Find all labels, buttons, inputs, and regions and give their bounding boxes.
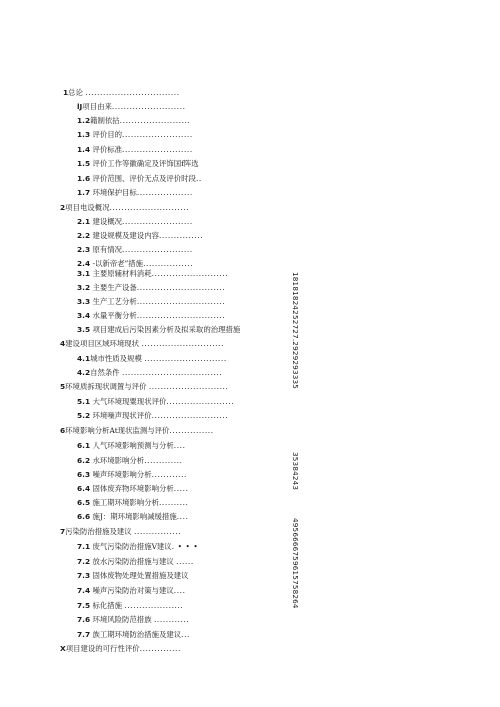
toc-number: 1.6 (77, 174, 91, 183)
toc-entry[interactable] (77, 217, 193, 226)
toc-number: 1.2 (77, 116, 91, 125)
toc-entry[interactable] (77, 245, 193, 254)
toc-title: 项目建设的可行性评价 (65, 644, 140, 653)
toc-title: 废气污染防治措施V建议 (92, 542, 172, 551)
toc-entry[interactable] (77, 283, 225, 292)
toc-leader: .......................... (151, 411, 229, 420)
toc-title: 环境影响分析At现状监测与评价 (65, 426, 170, 435)
toc-leader: ............. (144, 456, 183, 465)
toc-title: 籍制依拈 (90, 116, 120, 125)
toc-title: 评价工作等徽确定及评饰国f阵选 (92, 159, 199, 168)
toc-entry[interactable] (77, 397, 234, 406)
toc-leader: .......... (158, 498, 189, 507)
toc-number: 7.6 (77, 615, 91, 624)
toc-leader: .. (195, 174, 202, 183)
toc-entry[interactable] (77, 368, 222, 377)
toc-title: 噪声环境影响分析 (92, 470, 152, 479)
toc-number: 5.2 (77, 411, 91, 420)
toc-title: 评价范围、评价无点及评价时段 (92, 174, 196, 183)
toc-leader: ........................ (122, 145, 193, 154)
toc-entry[interactable] (77, 102, 186, 111)
toc-leader: .... (176, 512, 189, 521)
toc-title: 环境保护目标 (92, 188, 137, 197)
toc-leader: ............................ (141, 339, 225, 348)
toc-entry[interactable] (77, 601, 183, 610)
toc-leader: ................... (136, 188, 193, 197)
toc-entry[interactable] (77, 145, 193, 154)
toc-entry[interactable] (77, 512, 189, 521)
toc-title: 原有情况 (92, 245, 123, 254)
toc-entry[interactable] (60, 426, 214, 435)
toc-number: 7.7 (77, 630, 91, 639)
toc-title: 建设概况 (92, 217, 123, 226)
toc-leader: .................................. (122, 368, 223, 377)
page-numbers-column: 4956666759615758264 (291, 518, 300, 609)
toc-title: 评价标准 (92, 145, 123, 154)
toc-number: 1 (63, 88, 69, 97)
toc-title: 大气环境现粟现状评价 (92, 397, 167, 406)
toc-number: 2.2 (77, 231, 91, 240)
toc-title: 项目电设概况 (65, 203, 110, 212)
toc-title: 固体废弃物环境影响分析 (92, 484, 174, 493)
toc-entry[interactable] (77, 630, 190, 639)
toc-leader: ........................... (148, 382, 229, 391)
toc-leader: ......................... (111, 102, 186, 111)
toc-entry[interactable] (60, 527, 181, 536)
toc-entry[interactable] (77, 297, 225, 306)
toc-title: 环境噪声现状评价 (92, 411, 152, 420)
toc-leader: .................... (124, 601, 184, 610)
toc-title: 人气环境影响预测与分析 (92, 441, 174, 450)
toc-number: 7.3 (77, 571, 91, 580)
toc-entry[interactable] (60, 644, 181, 653)
page-numbers-column: 18181824252727.2929293335 (291, 272, 300, 390)
toc-leader: ... (181, 630, 191, 639)
toc-number: 6.2 (77, 456, 91, 465)
toc-entry[interactable] (77, 571, 189, 580)
toc-number: 7 (60, 527, 66, 536)
toc-number: X (60, 644, 66, 653)
toc-leader: ............... (158, 231, 204, 240)
toc-title: 项目由来 (82, 102, 112, 111)
toc-number: 2 (60, 203, 66, 212)
toc-title: 主要原辅材料消耗 (92, 269, 152, 278)
toc-entry[interactable] (77, 411, 228, 420)
toc-title: -以新帝老”措施 (92, 259, 144, 268)
toc-leader: ...... (176, 557, 194, 566)
toc-entry[interactable] (77, 498, 188, 507)
toc-number: 1.3 (77, 130, 91, 139)
toc-number: 4 (60, 339, 66, 348)
toc-number: 1.7 (77, 188, 91, 197)
toc-number: 6.4 (77, 484, 91, 493)
toc-number: 6.5 (77, 498, 91, 507)
toc-leader: .... (173, 586, 186, 595)
toc-title: 总论 (68, 88, 83, 97)
toc-title: 放水污染防治措施与建议 (92, 557, 174, 566)
toc-number: 3.5 (77, 325, 91, 334)
toc-title: 自然条件 (90, 368, 120, 377)
toc-leader: .... (173, 441, 186, 450)
toc-entry[interactable] (77, 159, 199, 168)
toc-title: 建设规模及建设内容 (92, 231, 159, 240)
toc-title: 标化措施 (92, 601, 123, 610)
toc-entry[interactable] (77, 586, 186, 595)
toc-entry[interactable] (77, 557, 194, 566)
toc-entry[interactable] (77, 441, 186, 450)
toc-title: 固体废物处理处置措施及建议 (92, 571, 189, 580)
toc-number: 2.4 (77, 259, 91, 268)
toc-title: 施J：期环境影响减缓措施 (92, 512, 177, 521)
toc-entry[interactable] (77, 188, 193, 197)
toc-number: 7.4 (77, 586, 91, 595)
toc-entry[interactable] (77, 456, 183, 465)
toc-number: 3.3 (77, 297, 91, 306)
toc-title: 项目建成后污染因素分析及拟采取的治理措施 (92, 325, 241, 334)
toc-number: 6.1 (77, 441, 91, 450)
toc-number: 3.2 (77, 283, 91, 292)
toc-title: 环境风险防范措族 (92, 615, 152, 624)
toc-number: 4.1 (77, 354, 91, 363)
toc-title: 环境质拆现状调置与评价 (65, 382, 147, 391)
toc-entry[interactable] (77, 259, 193, 268)
toc-number: 6 (60, 426, 66, 435)
toc-title: 生产工艺分析 (92, 297, 137, 306)
toc-number: 4.2 (77, 368, 91, 377)
toc-entry[interactable] (77, 116, 190, 125)
toc-entry[interactable] (60, 203, 189, 212)
toc-number: 7.5 (77, 601, 91, 610)
toc-number: 1.5 (77, 159, 91, 168)
toc-leader: . • • • (171, 542, 199, 551)
page-numbers-column: 35384243 (291, 452, 300, 491)
toc-entry[interactable] (77, 542, 198, 551)
toc-entry[interactable] (77, 615, 189, 624)
toc-entry[interactable] (63, 88, 180, 97)
toc-number: 5.1 (77, 397, 91, 406)
toc-leader: ................................ (85, 88, 180, 97)
toc-title: 污染防治措施及建议 (65, 527, 132, 536)
toc-number: 1.4 (77, 145, 91, 154)
toc-title: 噪声污染防治对策与建议 (92, 586, 174, 595)
toc-entry[interactable] (60, 382, 228, 391)
toc-number: 2.1 (77, 217, 91, 226)
toc-title: 水量平衡分析 (92, 311, 137, 320)
toc-number: 7.2 (77, 557, 91, 566)
toc-number: 3.4 (77, 311, 91, 320)
toc-leader: ........................ (122, 130, 193, 139)
toc-leader: .............................. (136, 297, 226, 306)
toc-leader: ............................ (144, 354, 227, 363)
toc-number: 6.6 (77, 512, 91, 521)
toc-number: 7.1 (77, 542, 91, 551)
toc-entry[interactable] (77, 470, 187, 479)
toc-leader: ................ (134, 527, 182, 536)
toc-entry[interactable] (60, 339, 224, 348)
toc-entry[interactable] (77, 269, 228, 278)
toc-number: 3.1 (77, 269, 91, 278)
toc-number: 2.3 (77, 245, 91, 254)
toc-leader: ..... (173, 484, 189, 493)
toc-entry[interactable] (77, 174, 202, 183)
toc-title: 建设项目区域环境现状 (65, 339, 140, 348)
toc-title: 主要生产设备 (92, 283, 137, 292)
toc-number: lJ (77, 102, 83, 111)
toc-title: 评价目的 (92, 130, 123, 139)
toc-entry[interactable] (77, 311, 225, 320)
toc-title: 施工期环境影响分析 (92, 498, 159, 507)
toc-title: 水环境影响分析 (92, 456, 145, 465)
toc-number: 6.3 (77, 470, 91, 479)
toc-leader: .............................. (136, 283, 226, 292)
toc-title: 城市性质及规模 (90, 354, 142, 363)
toc-leader: ............... (169, 426, 214, 435)
toc-entry[interactable] (77, 325, 240, 334)
toc-entry[interactable] (77, 354, 227, 363)
toc-leader: ................. (143, 259, 194, 268)
toc-leader: ............ (151, 470, 187, 479)
toc-number: 5 (60, 382, 66, 391)
toc-leader: ........................ (122, 217, 193, 226)
toc-leader: ....................... (166, 397, 235, 406)
toc-entry[interactable] (77, 231, 203, 240)
toc-leader: ........................ (119, 116, 191, 125)
toc-leader: .............. (139, 644, 181, 653)
toc-leader: ........................... (109, 203, 190, 212)
toc-leader: .......................... (151, 269, 229, 278)
toc-entry[interactable] (77, 130, 193, 139)
toc-leader: ............ (153, 615, 190, 624)
toc-title: 族工期环境防治措施及建议 (92, 630, 182, 639)
toc-leader: .............................. (136, 311, 226, 320)
toc-entry[interactable] (77, 484, 189, 493)
toc-leader: ........................ (122, 245, 193, 254)
